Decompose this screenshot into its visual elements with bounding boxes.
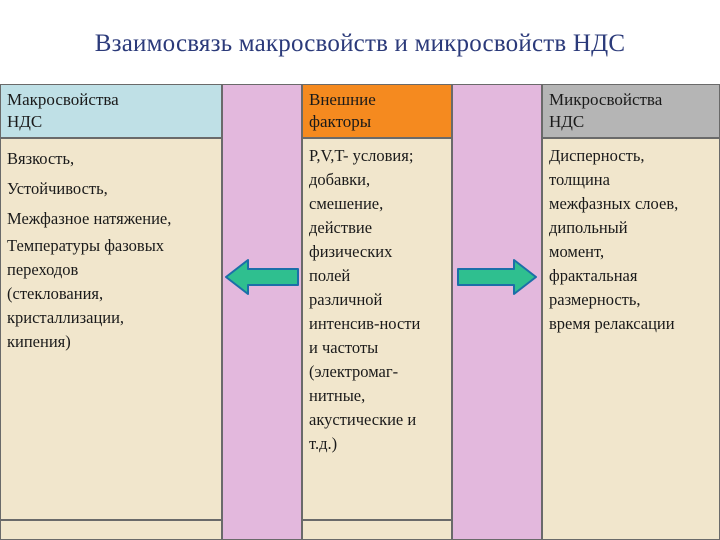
micro-body bbox=[542, 138, 720, 540]
factor-item: различной bbox=[309, 290, 383, 309]
macro-item: Температуры фазовых bbox=[7, 236, 165, 255]
factor-item: полей bbox=[309, 266, 351, 285]
arrow-right-icon bbox=[454, 257, 540, 297]
factors-header-line: Внешние bbox=[309, 90, 376, 109]
macro-item: переходов bbox=[7, 260, 79, 279]
micro-item: размерность, bbox=[549, 290, 641, 309]
macro-header-line: НДС bbox=[7, 112, 43, 131]
factor-item: (электромаг- bbox=[309, 362, 399, 381]
macro-item: Вязкость, bbox=[7, 149, 75, 168]
slide-title: Взаимосвязь макросвойств и микросвойств НДС bbox=[94, 30, 626, 57]
macro-header bbox=[0, 84, 222, 138]
arrow-left-icon bbox=[222, 257, 302, 297]
factors-footer bbox=[302, 520, 452, 540]
macro-item: Устойчивость, bbox=[7, 179, 108, 198]
macro-item: кристаллизации, bbox=[7, 308, 125, 327]
macro-body bbox=[0, 138, 222, 520]
micro-header-line: НДС bbox=[549, 112, 585, 131]
macro-item: кипения) bbox=[7, 332, 71, 351]
micro-item: толщина bbox=[549, 170, 610, 189]
macro-footer bbox=[0, 520, 222, 540]
micro-header-line: Микросвойства bbox=[549, 90, 663, 109]
factor-item: нитные, bbox=[309, 386, 366, 405]
factor-item: т.д.) bbox=[309, 434, 338, 453]
macro-item: (стеклования, bbox=[7, 284, 104, 303]
factor-item: и частоты bbox=[309, 338, 379, 357]
factor-item: действие bbox=[309, 218, 373, 237]
factors-body bbox=[302, 138, 452, 520]
factor-item: смешение, bbox=[309, 194, 384, 213]
right-connector-strip bbox=[452, 84, 542, 540]
factors-header-line: факторы bbox=[309, 112, 372, 131]
micro-item: фрактальная bbox=[549, 266, 638, 285]
left-connector-strip bbox=[222, 84, 302, 540]
micro-item: межфазных слоев, bbox=[549, 194, 679, 213]
micro-item: Дисперность, bbox=[549, 146, 645, 165]
factor-item: акустические и bbox=[309, 410, 417, 429]
factor-item: интенсив-ности bbox=[309, 314, 421, 333]
factor-item: добавки, bbox=[309, 170, 371, 189]
factors-header bbox=[302, 84, 452, 138]
micro-header bbox=[542, 84, 720, 138]
micro-item: дипольный bbox=[549, 218, 628, 237]
factor-item: физических bbox=[309, 242, 393, 261]
micro-item: время релаксации bbox=[549, 314, 675, 333]
factor-item: P,V,T- условия; bbox=[309, 146, 414, 165]
macro-item: Межфазное натяжение, bbox=[7, 209, 172, 228]
macro-header-line: Макросвойства bbox=[7, 90, 119, 109]
micro-item: момент, bbox=[549, 242, 605, 261]
